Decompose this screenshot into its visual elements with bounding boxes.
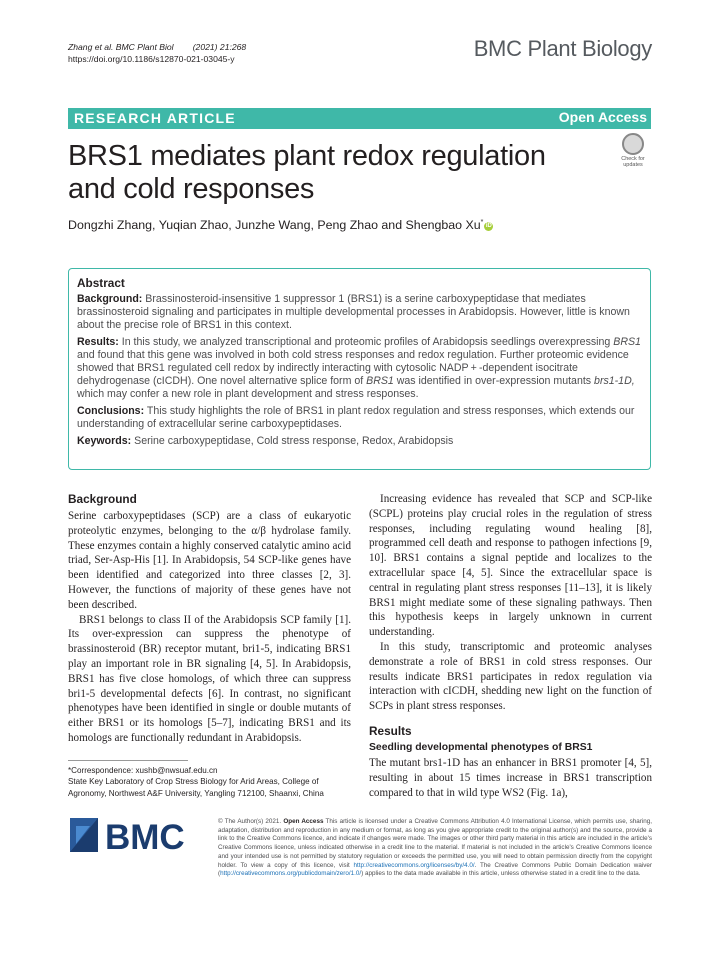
footnote-divider [68, 760, 188, 761]
results-text-c: was identified in over-expression mutants [396, 375, 592, 387]
keywords-text: Serine carboxypeptidase, Cold stress response, Redox, Arabidopsis [134, 435, 454, 447]
results-text-d: which may confer a new role in plant development and stress responses. [77, 388, 419, 400]
journal-name: BMC Plant Biology [473, 36, 652, 61]
public-domain-url-link[interactable]: http://creativecommons.org/publicdomain/zero/1.0/ [220, 870, 362, 878]
background-text: Brassinosteroid-insensitive 1 suppressor 1 (BRS1) is a serine carboxypeptidase that mediates brassinosteroid signaling and participates in multiple developmental processes in Arabidopsis. However, little is known about the precise role of BRS1 in this context. [77, 293, 630, 331]
abstract-background [77, 293, 643, 332]
results-gene: BRS1 [613, 336, 641, 348]
article-title: BRS1 mediates plant redox regulation and cold responses [68, 140, 546, 205]
license-text [218, 818, 652, 879]
keywords-label: Keywords: [77, 435, 132, 447]
results-text-a: In this study, we analyzed transcriptional and proteomic profiles of Arabidopsis seedlings overexpressing [121, 336, 611, 348]
abstract-box [68, 268, 651, 470]
copyright: © The Author(s) 2021. [218, 818, 282, 825]
check-updates-text-2: updates [623, 162, 643, 168]
open-access-label: Open Access [558, 109, 647, 125]
author-list [68, 218, 493, 232]
license-body-3: ) applies to the data made available in this article, unless otherwise stated in a credit line to the data. [361, 870, 641, 878]
body-paragraph: In this study, transcriptomic and proteomic analyses demonstrate a role of BRS1 in cold stress responses. Our results indicate BRS1 participates in redox regulation via interaction with cICDH, shedding new light on the function of SCPs in plant stress responses. [369, 640, 652, 713]
results-text-b: and found that this gene was involved in both cold stress responses and redox regulation. Further proteomic evidence showed that BRS1 regulated cell redox by indirectly interacting with cytosolic NADP + -dependent isocitrate dehydrogenase (cICDH). One novel alternative splice form of [77, 349, 629, 387]
check-for-updates-badge[interactable] [614, 133, 652, 167]
article-type-banner [68, 108, 651, 129]
right-column [369, 492, 652, 800]
license-body: This article is licensed under a Creative Commons Attribution 4.0 International License, which permits use, sharing, adaptation, distribution and reproduction in any medium or format, as long as you give appropriate credit to the original author(s) and the source, provide a link to the Creative Commons licence, and indicate if changes were made. The images or other third party material in this article are included in the article's Creative Commons licence, unless indicated otherwise in a credit line to the material. If material is not included in the article's Creative Commons licence and your intended use is not permitted by statutory regulation or exceeds the permitted use, you will need to obtain permission directly from the copyright holder. To view a copy of this licence, visit [218, 818, 653, 869]
background-heading: Background [68, 492, 137, 506]
bmc-logo [68, 812, 198, 858]
body-paragraph: BRS1 belongs to class II of the Arabidopsis SCP family [1]. Its over-expression can suppress the phenotype of brassinosteroid (BR) receptor mutant, bri1-5, indicating BRS1 play an important role in BR signaling [4, 5]. In Arabidopsis, BRS1 has five close homologs, of which three can suppress bri1-5 developmental defects [6]. In contrast, no significant phenotypes have been identified in single or double mutants of either BRS1 or its homologs [5–7], indicating BRS1 and its homologs are functionally redundant in Arabidopsis. [68, 613, 351, 744]
subsection-heading: Seedling developmental phenotypes of BRS1 [369, 741, 593, 753]
article-type-label: RESEARCH ARTICLE [74, 110, 236, 126]
license-url-link[interactable]: http://creativecommons.org/licenses/by/4.0/ [353, 861, 475, 869]
author-names: Dongzhi Zhang, Yuqian Zhao, Junzhe Wang, Peng Zhao and Shengbao Xu [68, 218, 481, 232]
affiliation: State Key Laboratory of Crop Stress Biology for Arid Areas, College of Agronomy, Northwest A&F University, Yangling 712100, Shaanxi, China [68, 777, 324, 798]
conclusions-label: Conclusions: [77, 405, 145, 417]
bmc-logo-mark [70, 818, 98, 852]
footnote [68, 765, 351, 799]
conclusions-text: This study highlights the role of BRS1 in plant redox regulation and stress responses, which extends our understanding of extracellular serine carboxypeptidases. [77, 405, 635, 430]
body-paragraph: The mutant brs1-1D has an enhancer in BRS1 promoter [4, 5], resulting in about 15 times increase in BRS1 transcription compared to that in wild type WS2 (Fig. 1a), [369, 756, 652, 799]
abstract-conclusions [77, 405, 643, 431]
license-body-2: . The Creative Commons Public Domain Dedication waiver ( [218, 861, 653, 878]
orcid-icon[interactable]: iD [485, 223, 492, 229]
results-heading: Results [369, 723, 412, 738]
abstract-heading: Abstract [77, 276, 125, 290]
body-paragraph: Serine carboxypeptidases (SCP) are a class of eukaryotic proteolytic enzymes, belonging to the α/β hydrolase family. These enzymes contain a highly conserved catalytic amino acid triad, Ser-Asp-His [1]. In Arabidopsis, 54 SCP-like genes have been identified and categorized into three classes [2, 3]. However, the functions of majority of these genes have not been described. [68, 510, 351, 611]
corresponding-mark: * [480, 218, 484, 226]
correspondence: *Correspondence: xushb@nwsuaf.edu.cn [68, 766, 218, 775]
body-paragraph: Increasing evidence has revealed that SCP and SCP-like (SCPL) proteins play crucial roles in the regulation of stress responses, including regulating wound healing [8], programmed cell death and response to pathogen infections [9, 10]. BRS1 contains a signal peptide and localizes to the extracellular space [4, 5]. Since the extracellular space is central in regulating plant stress responses [11–13], it is likely BRS1 might mediate some of these signaling pathways. Then this hypothesis keeps in largely unknown in current understanding. [369, 493, 652, 639]
abstract-results [77, 336, 643, 401]
results-label: Results: [77, 336, 119, 348]
check-updates-text: Check for [621, 156, 645, 162]
abstract-keywords [77, 435, 643, 448]
doi-link[interactable]: https://doi.org/10.1186/s12870-021-03045-y [68, 54, 235, 65]
citation-authors: Zhang et al. BMC Plant Biol [68, 42, 174, 52]
citation-year-volume: (2021) 21:268 [192, 42, 247, 52]
left-column [68, 492, 351, 746]
license-open-access: Open Access [283, 818, 324, 825]
background-label: Background: [77, 293, 143, 305]
check-updates-icon [622, 133, 644, 155]
running-header [68, 41, 246, 66]
bmc-logo-text: BMC [105, 818, 185, 857]
results-gene-2: BRS1 [366, 375, 394, 387]
results-mutant: brs1-1D, [594, 375, 635, 387]
